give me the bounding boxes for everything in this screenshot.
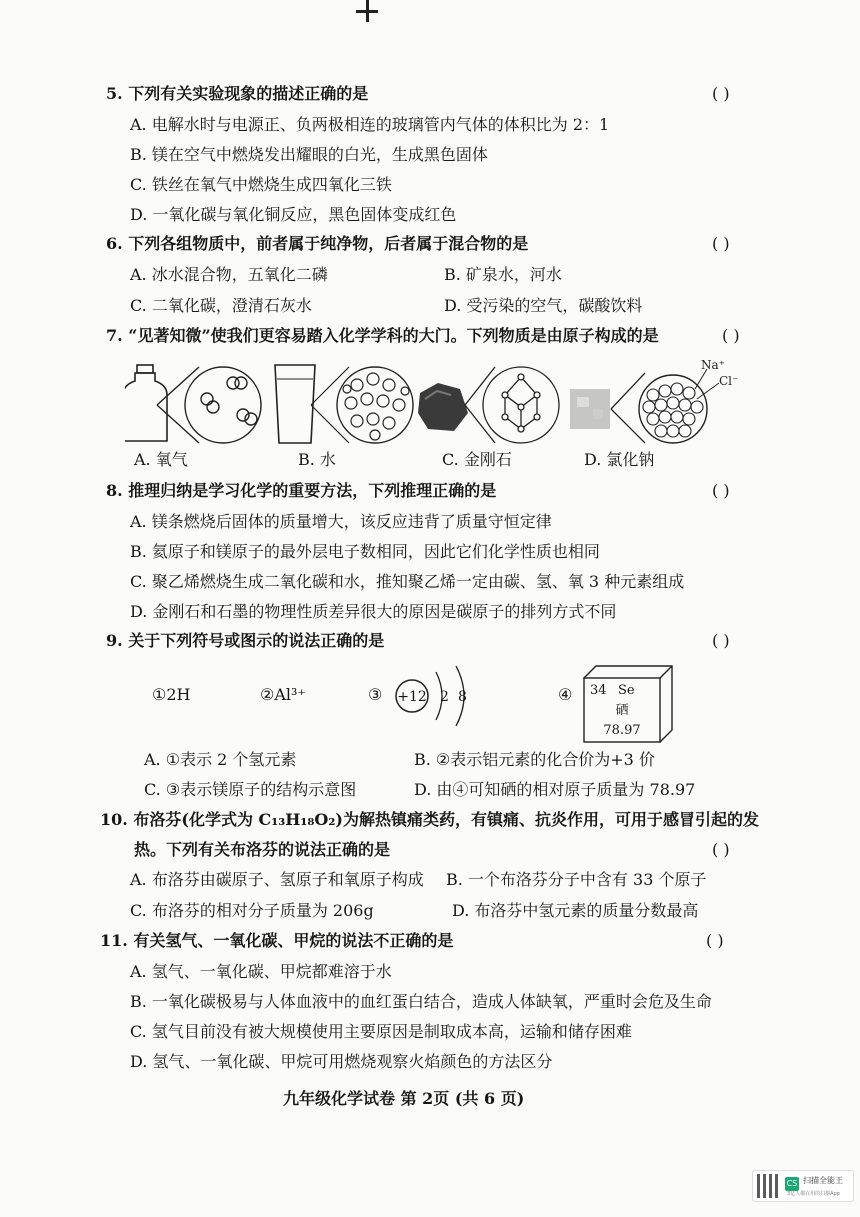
symbol-4-label: ④ (558, 685, 573, 704)
q10-stem-line1: 10. 布洛芬(化学式为 C₁₃H₁₈O₂)为解热镇痛类药，有镇痛、抗炎作用，可用于感冒引起的发 (100, 810, 759, 829)
beaker-icon (275, 365, 315, 443)
nucleus-charge: +12 (397, 689, 427, 705)
cl-ion-label: Cl⁻ (719, 374, 739, 388)
element-symbol: Se (618, 683, 635, 698)
oxygen-molecule-magnifier (157, 367, 261, 443)
q6-option-c: C. 二氧化碳，澄清石灰水 (130, 296, 312, 315)
q9-option-a: A. ①表示 2 个氢元素 (144, 750, 297, 769)
page-footer: 九年级化学试卷 第 2页 (共 6 页) (283, 1089, 525, 1108)
q10-option-d: D. 布洛芬中氢元素的质量分数最高 (452, 901, 699, 920)
q6-option-a: A. 冰水混合物，五氧化二磷 (130, 265, 328, 284)
q8-answer-paren: ( ) (712, 481, 730, 500)
q5-answer-paren: ( ) (712, 84, 730, 103)
q5-option-d: D. 一氧化碳与氧化铜反应，黑色固体变成红色 (130, 205, 457, 224)
qr-code-icon (757, 1174, 781, 1198)
q5-option-b: B. 镁在空气中燃烧发出耀眼的白光，生成黑色固体 (130, 145, 488, 164)
q11-option-a: A. 氢气、一氧化碳、甲烷都难溶于水 (130, 962, 392, 981)
q10-option-b: B. 一个布洛芬分子中含有 33 个原子 (446, 870, 707, 889)
q9-stem: 9. 关于下列符号或图示的说法正确的是 (106, 631, 385, 650)
q9-option-d: D. 由④可知硒的相对原子质量为 78.97 (414, 780, 696, 799)
q10-option-a: A. 布洛芬由碳原子、氢原子和氧原子构成 (130, 870, 424, 889)
q5-stem: 5. 下列有关实验现象的描述正确的是 (106, 84, 369, 103)
bottle-icon (125, 365, 167, 441)
scanner-title: 扫描全能王 (803, 1176, 843, 1185)
q6-answer-paren: ( ) (712, 234, 730, 253)
scanner-watermark (752, 1170, 854, 1202)
q7-particle-figure (125, 355, 765, 445)
shell-1-electrons: 2 (440, 689, 449, 705)
q7-answer-paren: ( ) (722, 326, 740, 345)
q11-stem: 11. 有关氢气、一氧化碳、甲烷的说法不正确的是 (100, 931, 454, 950)
q7-particle-svg (125, 355, 765, 445)
q10-option-c: C. 布洛芬的相对分子质量为 206g (130, 901, 374, 920)
q8-option-d: D. 金刚石和石墨的物理性质差异很大的原因是碳原子的排列方式不同 (130, 602, 617, 621)
element-name: 硒 (615, 703, 629, 718)
q9-option-b: B. ②表示铝元素的化合价为+3 价 (414, 750, 655, 769)
water-molecule-magnifier (311, 367, 413, 443)
q10-stem-line2: 热。下列有关布洛芬的说法正确的是 (134, 840, 391, 859)
q10-answer-paren: ( ) (712, 840, 730, 859)
shell-2-electrons: 8 (458, 689, 467, 705)
q9-answer-paren: ( ) (712, 631, 730, 650)
q8-stem: 8. 推理归纳是学习化学的重要方法，下列推理正确的是 (106, 481, 497, 500)
q11-option-c: C. 氢气目前没有被大规模使用主要原因是制取成本高，运输和储存困难 (130, 1022, 632, 1041)
q5-option-a: A. 电解水时与电源正、负两极相连的玻璃管内气体的体积比为 2：1 (130, 115, 610, 134)
q7-stem: 7. “见著知微”使我们更容易踏入化学学科的大门。下列物质是由原子构成的是 (106, 326, 659, 345)
q8-option-b: B. 氦原子和镁原子的最外层电子数相同，因此它们化学性质也相同 (130, 542, 600, 561)
q7-option-b: B. 水 (298, 450, 336, 469)
q6-option-d: D. 受污染的空气，碳酸饮料 (444, 296, 643, 315)
q6-stem: 6. 下列各组物质中，前者属于纯净物，后者属于混合物的是 (106, 234, 529, 253)
q7-option-c: C. 金刚石 (442, 450, 512, 469)
diamond-lattice-magnifier (465, 367, 559, 443)
symbol-al3plus: ②Al³⁺ (260, 685, 306, 704)
atomic-number: 34 (590, 683, 607, 698)
q11-option-b: B. 一氧化碳极易与人体血液中的血红蛋白结合，造成人体缺氧，严重时会危及生命 (130, 992, 712, 1011)
selenium-element-card (580, 664, 675, 744)
q7-option-d: D. 氯化钠 (584, 450, 655, 469)
registration-mark (356, 0, 378, 22)
magnesium-atom-diagram (390, 664, 490, 734)
diamond-rock-icon (418, 383, 468, 431)
q5-option-c: C. 铁丝在氧气中燃烧生成四氧化三铁 (130, 175, 392, 194)
na-ion-label: Na⁺ (701, 358, 725, 372)
q11-option-d: D. 氢气、一氧化碳、甲烷可用燃烧观察火焰颜色的方法区分 (130, 1052, 553, 1071)
q6-option-b: B. 矿泉水，河水 (444, 265, 562, 284)
q8-option-c: C. 聚乙烯燃烧生成二氧化碳和水，推知聚乙烯一定由碳、氢、氧 3 种元素组成 (130, 572, 685, 591)
scanner-subtitle: 3亿人都在用的扫描App (787, 1191, 840, 1197)
salt-crystal-icon (570, 389, 610, 429)
q11-answer-paren: ( ) (706, 931, 724, 950)
atomic-mass: 78.97 (603, 723, 641, 738)
q9-option-c: C. ③表示镁原子的结构示意图 (144, 780, 357, 799)
sodium-chloride-magnifier (611, 369, 719, 443)
q8-option-a: A. 镁条燃烧后固体的质量增大，该反应违背了质量守恒定律 (130, 512, 552, 531)
symbol-2h: ①2H (152, 685, 191, 704)
q7-option-a: A. 氧气 (134, 450, 188, 469)
camscanner-logo: CS (785, 1177, 799, 1191)
symbol-3-label: ③ (368, 685, 383, 704)
